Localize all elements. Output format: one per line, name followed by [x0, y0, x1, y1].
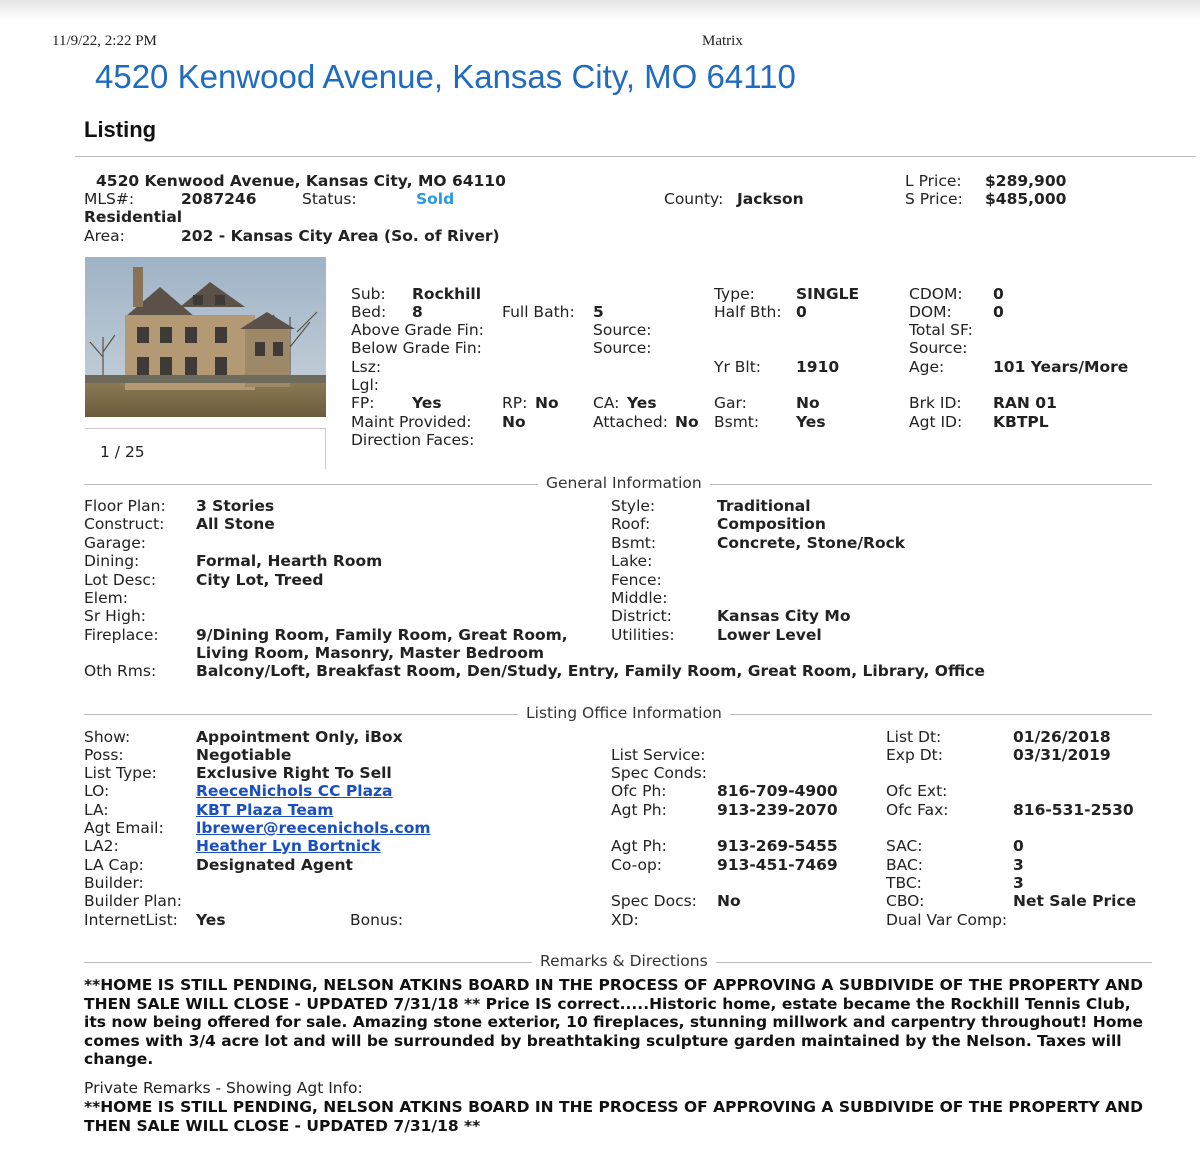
mls-value: 2087246: [181, 190, 257, 208]
srhigh-label: Sr High:: [84, 607, 146, 625]
dualvar-label: Dual Var Comp:: [886, 911, 1008, 929]
internetlist-label: InternetList:: [84, 911, 178, 929]
ofcfax-label: Ofc Fax:: [886, 801, 949, 819]
construct-value: All Stone: [196, 515, 275, 533]
listservice-label: List Service:: [611, 746, 706, 764]
fullbath-value: 5: [593, 303, 604, 321]
attached-value: No: [675, 413, 699, 431]
bonus-label: Bonus:: [350, 911, 404, 929]
lacap-label: LA Cap:: [84, 856, 144, 874]
rp-label: RP:: [502, 394, 528, 412]
bed-value: 8: [412, 303, 423, 321]
poss-label: Poss:: [84, 746, 124, 764]
print-app-name: Matrix: [702, 33, 743, 49]
status-value: Sold: [416, 190, 455, 208]
type-label: Type:: [714, 285, 755, 303]
district-label: District:: [611, 607, 672, 625]
maint-value: No: [502, 413, 526, 431]
roof-label: Roof:: [611, 515, 651, 533]
above-grade-label: Above Grade Fin:: [351, 321, 484, 339]
fireplace-value-2: Living Room, Masonry, Master Bedroom: [196, 644, 545, 662]
floorplan-label: Floor Plan:: [84, 497, 166, 515]
source-label-1: Source:: [593, 321, 652, 339]
gar-label: Gar:: [714, 394, 747, 412]
sac-label: SAC:: [886, 837, 923, 855]
ofcfax-value: 816-531-2530: [1013, 801, 1134, 819]
show-value: Appointment Only, iBox: [196, 728, 403, 746]
style-value: Traditional: [717, 497, 811, 515]
type-value: SINGLE: [796, 285, 860, 303]
show-label: Show:: [84, 728, 131, 746]
expdt-value: 03/31/2019: [1013, 746, 1111, 764]
below-grade-label: Below Grade Fin:: [351, 339, 482, 357]
listing-agent-link[interactable]: KBT Plaza Team: [196, 801, 334, 819]
lprice-label: L Price:: [905, 172, 962, 190]
agtid-label: Agt ID:: [909, 413, 963, 431]
gen-bsmt-label: Bsmt:: [611, 534, 657, 552]
yrblt-label: Yr Blt:: [714, 358, 762, 376]
lprice-value: $289,900: [985, 172, 1067, 190]
bac-label: BAC:: [886, 856, 924, 874]
elem-label: Elem:: [84, 589, 128, 607]
brkid-label: Brk ID:: [909, 394, 962, 412]
expdt-label: Exp Dt:: [886, 746, 943, 764]
source-label-3: Source:: [909, 339, 968, 357]
sub-label: Sub:: [351, 285, 386, 303]
dining-value: Formal, Hearth Room: [196, 552, 383, 570]
property-photo[interactable]: [85, 257, 326, 417]
tbc-label: TBC:: [886, 874, 922, 892]
la2-label: LA2:: [84, 837, 119, 855]
listdt-value: 01/26/2018: [1013, 728, 1111, 746]
age-label: Age:: [909, 358, 945, 376]
rp-value: No: [535, 394, 559, 412]
listing-agent-2-link[interactable]: Heather Lyn Bortnick: [196, 837, 381, 855]
cbo-value: Net Sale Price: [1013, 892, 1137, 910]
private-remarks-label: Private Remarks - Showing Agt Info:: [84, 1079, 363, 1097]
bsmt-label: Bsmt:: [714, 413, 760, 431]
property-class: Residential: [84, 208, 183, 226]
fireplace-label: Fireplace:: [84, 626, 159, 644]
ofcph-value: 816-709-4900: [717, 782, 838, 800]
dom-value: 0: [993, 303, 1004, 321]
divider: [75, 156, 1196, 157]
middle-label: Middle:: [611, 589, 668, 607]
agtid-value: KBTPL: [993, 413, 1049, 431]
tbc-value: 3: [1013, 874, 1024, 892]
internetlist-value: Yes: [196, 911, 226, 929]
status-label: Status:: [302, 190, 357, 208]
bac-value: 3: [1013, 856, 1024, 874]
private-remarks: **HOME IS STILL PENDING, NELSON ATKINS BOARD IN THE PROCESS OF APPROVING A SUBDIVIDE OF THE PROPERTY AND THEN SALE WILL CLOSE - UPDATED 7/31/18 **: [84, 1098, 1144, 1135]
lotdesc-label: Lot Desc:: [84, 571, 157, 589]
fullbath-label: Full Bath:: [502, 303, 575, 321]
general-info-heading: General Information: [538, 474, 710, 492]
public-remarks: **HOME IS STILL PENDING, NELSON ATKINS BOARD IN THE PROCESS OF APPROVING A SUBDIVIDE OF THE PROPERTY AND THEN SALE WILL CLOSE - UPDATED 7/31/18 ** Price IS correct.....Historic home, estate became the Rockhill Tennis Club, its now being offered for sale. Amazing stone exterior, 10 fireplaces, stunning millwork and carpentry throughout! Home comes with 3/4 acre lot and will be surrounded by breathtaking sculpture garden maintained by the Nelson. Taxes will change.: [84, 976, 1144, 1068]
specdocs-value: No: [717, 892, 741, 910]
utilities-value: Lower Level: [717, 626, 822, 644]
speccond-label: Spec Conds:: [611, 764, 707, 782]
photo-counter-box: [85, 428, 326, 469]
county-value: Jackson: [737, 190, 804, 208]
direction-label: Direction Faces:: [351, 431, 475, 449]
poss-value: Negotiable: [196, 746, 292, 764]
dom-label: DOM:: [909, 303, 952, 321]
office-info-heading: Listing Office Information: [518, 704, 730, 722]
attached-label: Attached:: [593, 413, 668, 431]
roof-value: Composition: [717, 515, 826, 533]
ofcph-label: Ofc Ph:: [611, 782, 667, 800]
listing-office-link[interactable]: ReeceNichols CC Plaza: [196, 782, 393, 800]
page-title: 4520 Kenwood Avenue, Kansas City, MO 64110: [95, 58, 796, 95]
builderplan-label: Builder Plan:: [84, 892, 182, 910]
halfbth-label: Half Bth:: [714, 303, 782, 321]
gen-bsmt-value: Concrete, Stone/Rock: [717, 534, 906, 552]
ofcext-label: Ofc Ext:: [886, 782, 948, 800]
othrms-value: Balcony/Loft, Breakfast Room, Den/Study, Entry, Family Room, Great Room, Library, Office: [196, 662, 985, 680]
maint-label: Maint Provided:: [351, 413, 472, 431]
sprice-value: $485,000: [985, 190, 1067, 208]
xd-label: XD:: [611, 911, 639, 929]
source-label-2: Source:: [593, 339, 652, 357]
coop-value: 913-451-7469: [717, 856, 838, 874]
area-label: Area:: [84, 227, 125, 245]
coop-label: Co-op:: [611, 856, 663, 874]
ca-label: CA:: [593, 394, 620, 412]
sub-value: Rockhill: [412, 285, 482, 303]
lacap-value: Designated Agent: [196, 856, 353, 874]
county-label: County:: [664, 190, 724, 208]
listdt-label: List Dt:: [886, 728, 942, 746]
remarks-heading: Remarks & Directions: [532, 952, 716, 970]
fireplace-value-1: 9/Dining Room, Family Room, Great Room,: [196, 626, 568, 644]
ca-value: Yes: [627, 394, 657, 412]
agtph2-label: Agt Ph:: [611, 837, 667, 855]
construct-label: Construct:: [84, 515, 165, 533]
cdom-value: 0: [993, 285, 1004, 303]
othrms-label: Oth Rms:: [84, 662, 157, 680]
sac-value: 0: [1013, 837, 1024, 855]
sprice-label: S Price:: [905, 190, 963, 208]
print-datetime: 11/9/22, 2:22 PM: [52, 33, 157, 49]
bed-label: Bed:: [351, 303, 387, 321]
utilities-label: Utilities:: [611, 626, 675, 644]
fence-label: Fence:: [611, 571, 662, 589]
fp-label: FP:: [351, 394, 375, 412]
agtph-value: 913-239-2070: [717, 801, 838, 819]
cbo-label: CBO:: [886, 892, 925, 910]
gar-value: No: [796, 394, 820, 412]
age-value: 101 Years/More: [993, 358, 1129, 376]
browser-top-shadow: [0, 0, 1200, 20]
builder-label: Builder:: [84, 874, 144, 892]
bsmt-value: Yes: [796, 413, 826, 431]
agtemail-label: Agt Email:: [84, 819, 164, 837]
lgl-label: Lgl:: [351, 376, 380, 394]
halfbth-value: 0: [796, 303, 807, 321]
dining-label: Dining:: [84, 552, 140, 570]
lotdesc-value: City Lot, Treed: [196, 571, 324, 589]
district-value: Kansas City Mo: [717, 607, 851, 625]
specdocs-label: Spec Docs:: [611, 892, 697, 910]
lake-label: Lake:: [611, 552, 653, 570]
style-label: Style:: [611, 497, 656, 515]
lo-label: LO:: [84, 782, 110, 800]
agtph2-value: 913-269-5455: [717, 837, 838, 855]
floorplan-value: 3 Stories: [196, 497, 275, 515]
garage-label: Garage:: [84, 534, 146, 552]
area-value: 202 - Kansas City Area (So. of River): [181, 227, 500, 245]
listtype-value: Exclusive Right To Sell: [196, 764, 392, 782]
fp-value: Yes: [412, 394, 442, 412]
listtype-label: List Type:: [84, 764, 157, 782]
brkid-value: RAN 01: [993, 394, 1057, 412]
yrblt-value: 1910: [796, 358, 840, 376]
section-title-listing: Listing: [84, 117, 157, 142]
mls-label: MLS#:: [84, 190, 135, 208]
cdom-label: CDOM:: [909, 285, 963, 303]
totalsf-label: Total SF:: [909, 321, 973, 339]
photo-counter: 1 / 25: [100, 443, 145, 461]
lsz-label: Lsz:: [351, 358, 382, 376]
summary-address: 4520 Kenwood Avenue, Kansas City, MO 64110: [96, 172, 506, 190]
la-label: LA:: [84, 801, 109, 819]
agent-email-link[interactable]: lbrewer@reecenichols.com: [196, 819, 431, 837]
agtph-label: Agt Ph:: [611, 801, 667, 819]
